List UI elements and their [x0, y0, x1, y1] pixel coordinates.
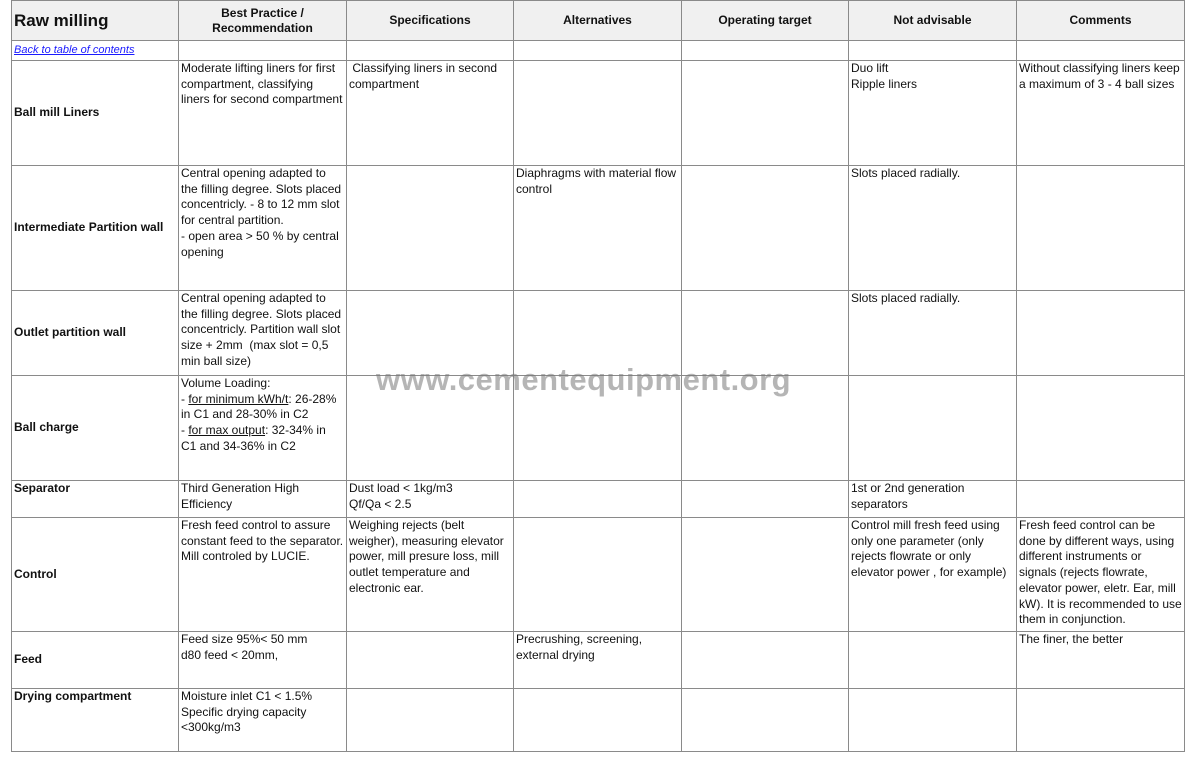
best-practice-cell: Central opening adapted to the filling degree. Slots placed concentricly. - 8 to 12 mm slot for central partition. - open area > 50 % by central opening	[179, 166, 347, 291]
underlined-term: for max output	[188, 423, 266, 438]
row-label: Separator	[12, 481, 179, 518]
specifications-cell	[347, 166, 514, 291]
comments-cell	[1017, 689, 1185, 752]
watermark: www.cementequipment.org	[376, 362, 792, 397]
toc-row	[12, 41, 1185, 61]
operating-target-cell	[682, 376, 849, 481]
specifications-cell: Dust load < 1kg/m3 Qf/Qa < 2.5	[347, 481, 514, 518]
operating-target-cell	[682, 291, 849, 376]
operating-target-cell	[682, 61, 849, 166]
table-row	[12, 61, 1185, 166]
row-label: Outlet partition wall	[12, 291, 179, 376]
comments-cell	[1017, 481, 1185, 518]
specifications-cell	[347, 376, 514, 481]
row-label: Drying compartment	[12, 689, 179, 752]
table-row	[12, 632, 1185, 689]
table-row	[12, 689, 1185, 752]
not-advisable-cell	[849, 376, 1017, 481]
table-row	[12, 481, 1185, 518]
best-practice-cell: Feed size 95%< 50 mm d80 feed < 20mm,	[179, 632, 347, 689]
alternatives-cell	[514, 376, 682, 481]
comments-cell: Without classifying liners keep a maximum of 3 - 4 ball sizes	[1017, 61, 1185, 166]
best-practice-cell: Third Generation High Efficiency	[179, 481, 347, 518]
alternatives-cell: Diaphragms with material flow control	[514, 166, 682, 291]
alternatives-cell	[514, 518, 682, 632]
column-header: Not advisable	[849, 1, 1017, 41]
alternatives-cell	[514, 61, 682, 166]
comments-cell	[1017, 166, 1185, 291]
column-header: Alternatives	[514, 1, 682, 41]
operating-target-cell	[682, 632, 849, 689]
specifications-cell	[347, 632, 514, 689]
underlined-term: for minimum kWh/t	[188, 391, 289, 406]
operating-target-cell	[682, 166, 849, 291]
column-header: Specifications	[347, 1, 514, 41]
table-row	[12, 166, 1185, 291]
alternatives-cell	[514, 481, 682, 518]
column-header: Comments	[1017, 1, 1185, 41]
back-to-toc-link[interactable]: Back to table of contents	[14, 44, 135, 57]
not-advisable-cell: Duo lift Ripple liners	[849, 61, 1017, 166]
table-row	[12, 376, 1185, 481]
row-label: Intermediate Partition wall	[12, 166, 179, 291]
table-row	[12, 291, 1185, 376]
best-practice-cell: Fresh feed control to assure constant feed to the separator. Mill controled by LUCIE.	[179, 518, 347, 632]
not-advisable-cell: Slots placed radially.	[849, 291, 1017, 376]
specifications-cell: Weighing rejects (belt weigher), measuring elevator power, mill presure loss, mill outlet temperature and electronic ear.	[347, 518, 514, 632]
row-label: Feed	[12, 632, 179, 689]
best-practice-cell: Moisture inlet C1 < 1.5% Specific drying capacity <300kg/m3	[179, 689, 347, 752]
not-advisable-cell	[849, 689, 1017, 752]
operating-target-cell	[682, 518, 849, 632]
comments-cell	[1017, 376, 1185, 481]
operating-target-cell	[682, 689, 849, 752]
comments-cell	[1017, 291, 1185, 376]
row-label: Control	[12, 518, 179, 632]
comments-cell: Fresh feed control can be done by different ways, using different instruments or signals (rejects flowrate, elevator power, eletr. Ear, mill kW). It is recommended to use them in conjunction.	[1017, 518, 1185, 632]
row-label: Ball mill Liners	[12, 61, 179, 166]
specifications-cell: Classifying liners in second compartment	[347, 61, 514, 166]
raw-milling-table	[11, 0, 1185, 752]
not-advisable-cell: Slots placed radially.	[849, 166, 1017, 291]
row-label: Ball charge	[12, 376, 179, 481]
best-practice-cell: Volume Loading: - for minimum kWh/t: 26-28% in C1 and 28-30% in C2 - for max output: 32-34% in C1 and 34-36% in C2	[179, 376, 347, 481]
best-practice-cell: Central opening adapted to the filling degree. Slots placed concentricly. Partition wall slot size + 2mm (max slot = 0,5 min ball size)	[179, 291, 347, 376]
alternatives-cell	[514, 291, 682, 376]
alternatives-cell: Precrushing, screening, external drying	[514, 632, 682, 689]
operating-target-cell	[682, 481, 849, 518]
not-advisable-cell: 1st or 2nd generation separators	[849, 481, 1017, 518]
comments-cell: The finer, the better	[1017, 632, 1185, 689]
not-advisable-cell	[849, 632, 1017, 689]
page-title: Raw milling	[12, 1, 179, 41]
header-row	[12, 1, 1185, 41]
alternatives-cell	[514, 689, 682, 752]
table-row	[12, 518, 1185, 632]
column-header: Best Practice / Recommendation	[179, 1, 347, 41]
specifications-cell	[347, 689, 514, 752]
column-header: Operating target	[682, 1, 849, 41]
not-advisable-cell: Control mill fresh feed using only one parameter (only rejects flowrate or only elevator power , for example)	[849, 518, 1017, 632]
best-practice-cell: Moderate lifting liners for first compartment, classifying liners for second compartment	[179, 61, 347, 166]
specifications-cell	[347, 291, 514, 376]
